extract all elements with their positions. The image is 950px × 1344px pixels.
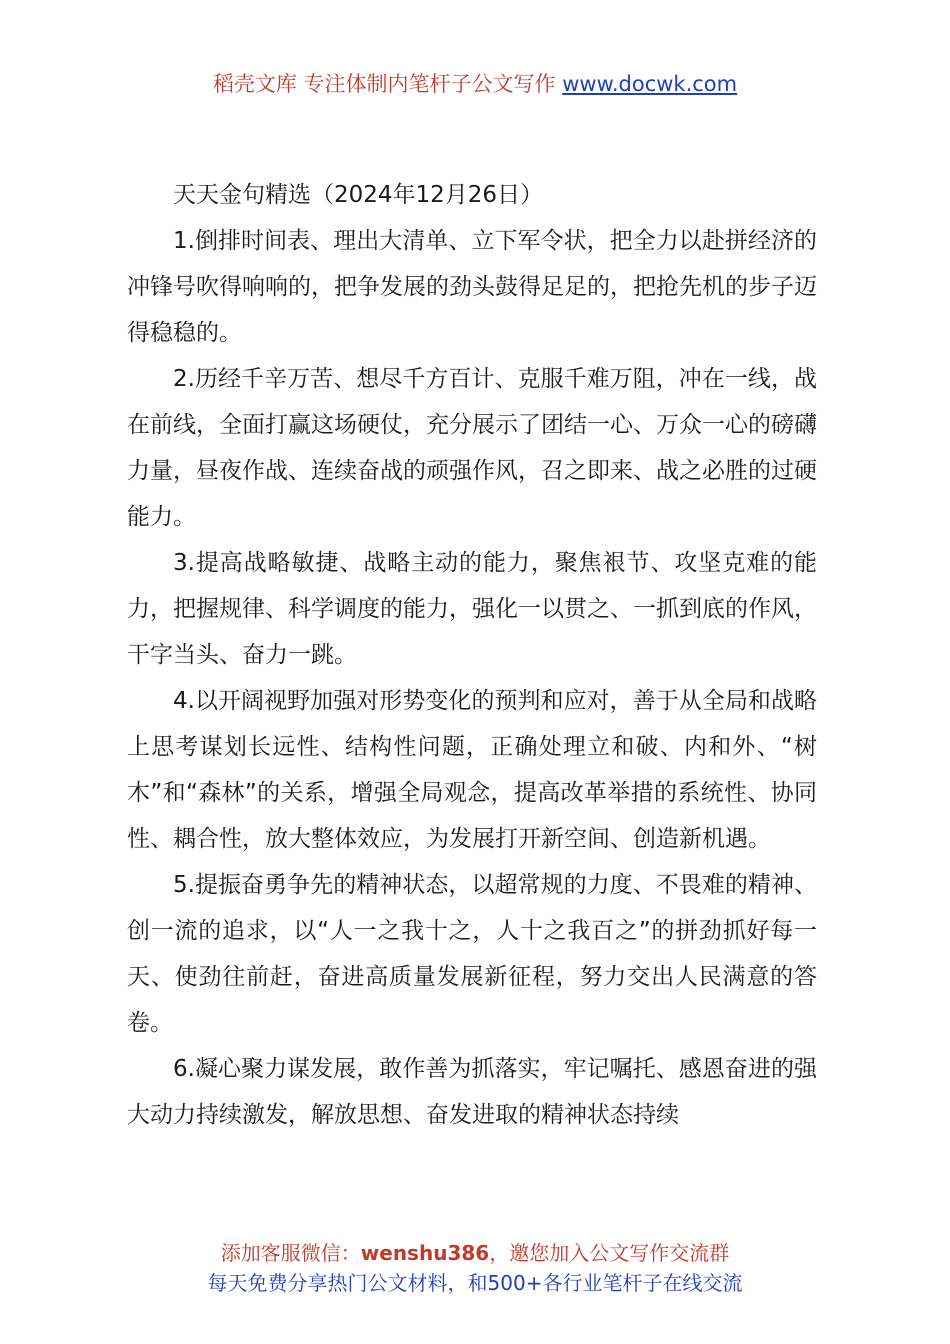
footer-wechat-suffix: ，邀您加入公文写作交流群 xyxy=(489,1241,730,1265)
page-header xyxy=(0,70,950,98)
page-footer xyxy=(0,1238,950,1298)
site-link[interactable]: www.docwk.com xyxy=(562,72,738,96)
footer-share-line: 每天免费分享热门公文材料，和500+各行业笔杆子在线交流 xyxy=(207,1271,743,1295)
paragraph-3: 3.提高战略敏捷、战略主动的能力，聚焦裉节、攻坚克难的能力，把握规律、科学调度的能力，强化一以贯之、一抓到底的作风，干字当头、奋力一跳。 xyxy=(127,550,817,668)
footer-wechat-line xyxy=(0,1238,950,1268)
paragraph-4: 4.以开阔视野加强对形势变化的预判和应对，善于从全局和战略上思考谋划长远性、结构性问题，正确处理立和破、内和外、“树木”和“森林”的关系，增强全局观念，提高改革举措的系统性、协同性、耦合性，放大整体效应，为发展打开新空间、创造新机遇。 xyxy=(127,688,817,852)
document-title: 天天金句精选（2024年12月26日） xyxy=(173,182,544,208)
paragraph-1: 1.倒排时间表、理出大清单、立下军令状，把全力以赴拼经济的冲锋号吹得响响的，把争发展的劲头鼓得足足的，把抢先机的步子迈得稳稳的。 xyxy=(127,228,817,346)
paragraph-6: 6.凝心聚力谋发展，敢作善为抓落实，牢记嘱托、感恩奋进的强大动力持续激发，解放思想、奋发进取的精神状态持续 xyxy=(127,1056,817,1128)
wechat-id: wenshu386 xyxy=(360,1241,490,1265)
footer-wechat-prefix: 添加客服微信： xyxy=(220,1241,361,1265)
brand-slogan: 稻壳文库 专注体制内笔杆子公文写作 xyxy=(212,72,556,96)
document-body xyxy=(127,172,817,1138)
paragraph-5: 5.提振奋勇争先的精神状态，以超常规的力度、不畏难的精神、创一流的追求，以“人一之我十之，人十之我百之”的拼劲抓好每一天、使劲往前赶，奋进高质量发展新征程，努力交出人民满意的答卷。 xyxy=(127,872,817,1036)
paragraph-2: 2.历经千辛万苦、想尽千方百计、克服千难万阻，冲在一线，战在前线，全面打赢这场硬仗，充分展示了团结一心、万众一心的磅礴力量，昼夜作战、连续奋战的顽强作风，召之即来、战之必胜的过硬能力。 xyxy=(127,366,817,530)
